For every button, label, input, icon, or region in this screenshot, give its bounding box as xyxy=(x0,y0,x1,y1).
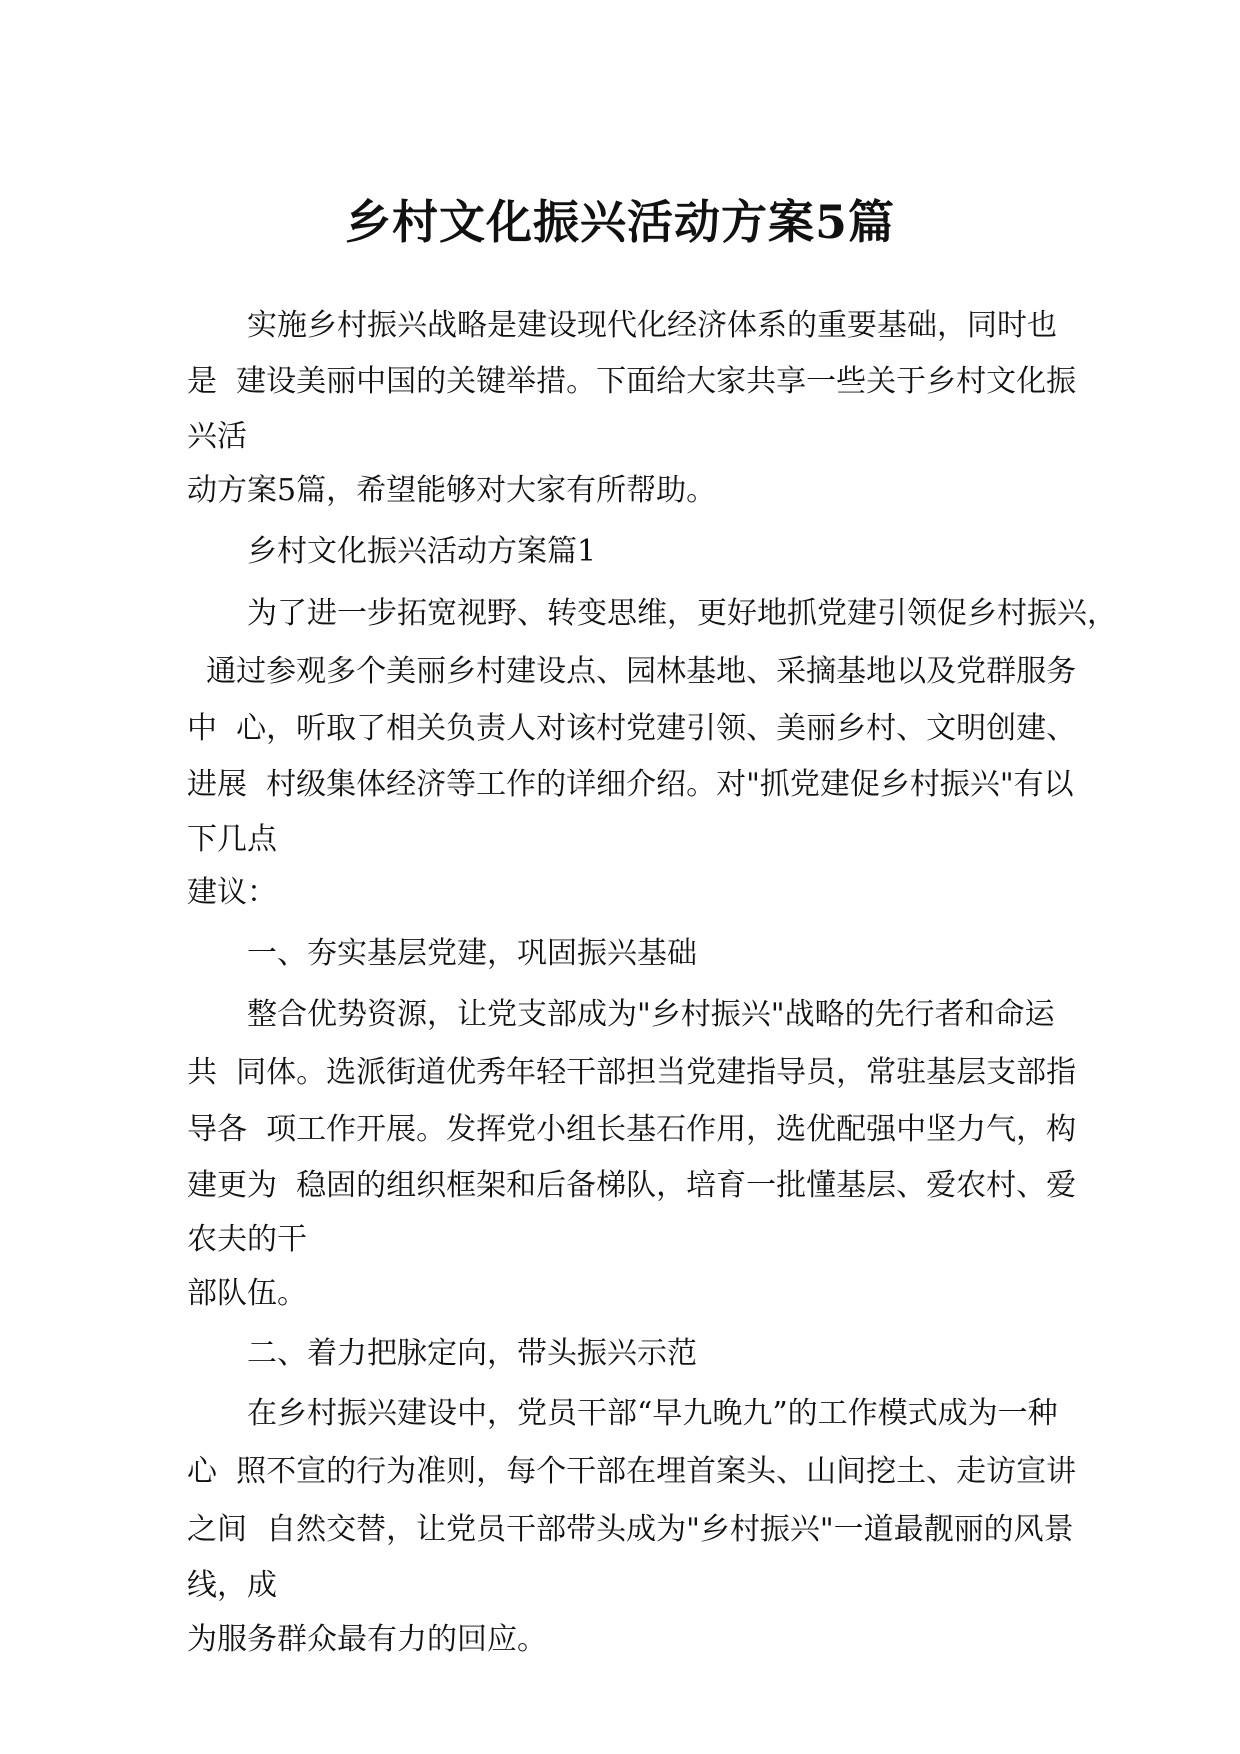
paragraph-line: 导各 项工作开展。发挥党小组长基石作用，选优配强中坚力气，构 xyxy=(187,1112,1077,1147)
document-title: 乡村文化振兴活动方案5篇 xyxy=(344,195,895,249)
paragraph-line: 为服务群众最有力的回应。 xyxy=(187,1622,547,1657)
paragraph-line: 线，成 xyxy=(187,1568,277,1603)
point-heading: 一、夯实基层党建，巩固振兴基础 xyxy=(247,936,697,971)
paragraph-line: 建更为 稳固的组织框架和后备梯队，培育一批懂基层、爱农村、爱 xyxy=(187,1168,1077,1203)
paragraph-line: 建议： xyxy=(187,875,277,910)
intro-line: 是 建设美丽中国的关键举措。下面给大家共享一些关于乡村文化振 xyxy=(187,364,1077,399)
paragraph-line: 为了进一步拓宽视野、转变思维，更好地抓党建引领促乡村振兴， xyxy=(247,596,1117,631)
paragraph-line: 下几点 xyxy=(187,822,277,857)
paragraph-line: 进展 村级集体经济等工作的详细介绍。对"抓党建促乡村振兴"有以 xyxy=(187,767,1074,802)
paragraph-line: 部队伍。 xyxy=(187,1276,307,1311)
paragraph-line: 心 照不宣的行为准则，每个干部在埋首案头、山间挖土、走访宣讲 xyxy=(187,1454,1077,1489)
section-heading: 乡村文化振兴活动方案篇1 xyxy=(247,534,597,569)
paragraph-line: 农夫的干 xyxy=(187,1222,307,1257)
paragraph-line: 整合优势资源，让党支部成为"乡村振兴"战略的先行者和命运 xyxy=(247,997,1055,1032)
intro-line: 实施乡村振兴战略是建设现代化经济体系的重要基础，同时也 xyxy=(247,308,1057,343)
intro-line: 动方案5篇，希望能够对大家有所帮助。 xyxy=(187,473,717,508)
paragraph-line: 在乡村振兴建设中，党员干部“早九晚九”的工作模式成为一种 xyxy=(247,1396,1058,1431)
point-heading: 二、着力把脉定向，带头振兴示范 xyxy=(247,1336,697,1371)
intro-line: 兴活 xyxy=(187,419,247,454)
paragraph-line: 之间 自然交替，让党员干部带头成为"乡村振兴"一道最靓丽的风景 xyxy=(187,1512,1074,1547)
paragraph-line: 共 同体。选派街道优秀年轻干部担当党建指导员，常驻基层支部指 xyxy=(187,1055,1077,1090)
paragraph-line: 中 心，听取了相关负责人对该村党建引领、美丽乡村、文明创建、 xyxy=(187,711,1077,746)
paragraph-line: 通过参观多个美丽乡村建设点、园林基地、采摘基地以及党群服务 xyxy=(187,654,1077,689)
